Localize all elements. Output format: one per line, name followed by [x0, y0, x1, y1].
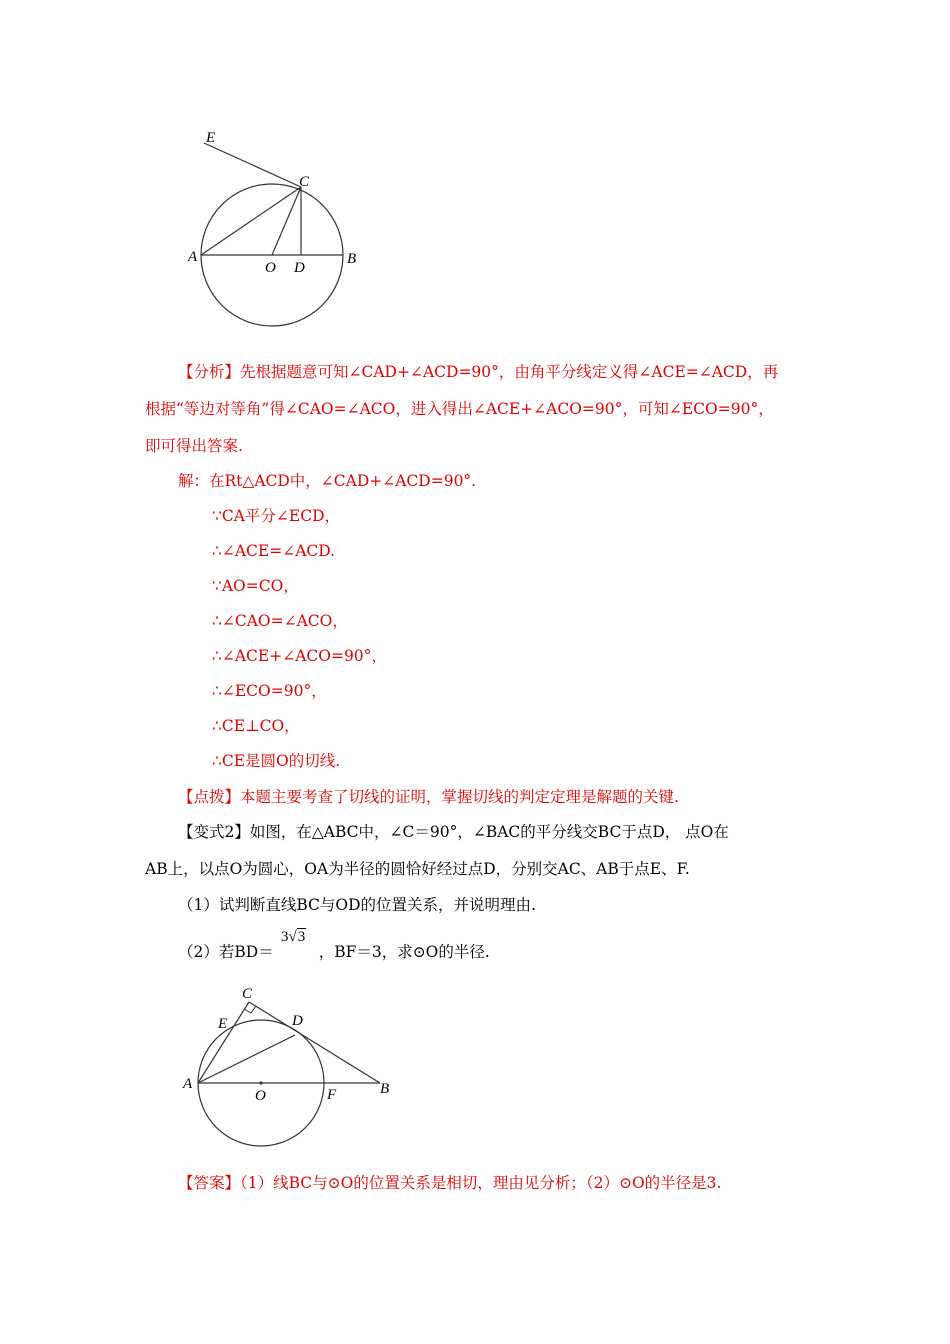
sqrt-sign: √: [288, 929, 297, 945]
label-o: O: [265, 260, 276, 276]
label-c: C: [242, 986, 253, 1002]
figure-2-circle-triangle-diagram: [175, 978, 405, 1158]
tip-text: 本题主要考查了切线的证明，掌握切线的判定定理是解题的关键.: [240, 788, 679, 806]
question-2-pre: （2）若BD＝: [178, 943, 274, 961]
label-a: A: [183, 1076, 193, 1092]
answer-line: [178, 1172, 721, 1194]
answer-tag: 【答案】: [178, 1174, 241, 1192]
label-b: B: [347, 251, 357, 267]
label-d: D: [292, 1013, 303, 1029]
question-1: （1）试判断直线BC与OD的位置关系，并说明理由.: [178, 896, 536, 914]
analysis-line-1: [178, 361, 778, 383]
label-d: D: [294, 260, 305, 276]
label-o: O: [255, 1088, 266, 1104]
variant-text-1: 如图，在△ABC中，∠C＝90°，∠BAC的平分线交BC于点D， 点O在: [249, 823, 729, 841]
analysis-tag: 【分析】: [178, 363, 241, 381]
solution-intro: 解：在Rt△ACD中，∠CAD+∠ACD=90°.: [178, 472, 477, 490]
tip-tag: 【点拨】: [178, 788, 241, 806]
label-f: F: [327, 1087, 337, 1103]
solution-step: ∴∠ECO=90°，: [212, 682, 327, 700]
label-e: E: [218, 1016, 228, 1032]
variant-line-2: AB上，以点O为圆心，OA为半径的圆恰好经过点D，分别交AC、AB于点E、F.: [145, 860, 690, 878]
sqrt-coefficient: 3: [281, 929, 289, 945]
sqrt-expression: [281, 928, 306, 946]
variant-line-1: [178, 821, 729, 843]
label-a: A: [188, 249, 198, 265]
solution-step: ∴∠ACE=∠ACD.: [212, 542, 336, 560]
variant-tag: 【变式2】: [178, 823, 250, 841]
tip-line: [178, 786, 679, 808]
figure-1-tangent-diagram: [180, 120, 380, 335]
solution-step: ∵AO=CO，: [212, 577, 299, 595]
question-2-post: ，BF＝3，求⊙O的半径.: [318, 943, 490, 961]
solution-step: ∵CA平分∠ECD，: [212, 507, 341, 525]
solution-step: ∴CE⊥CO，: [212, 717, 300, 735]
label-c: C: [299, 174, 310, 190]
analysis-line-3: 即可得出答案.: [145, 437, 243, 455]
answer-text: （1）线BC与⊙O的位置关系是相切，理由见分析；（2）⊙O的半径是3.: [240, 1174, 722, 1192]
solution-step: ∴∠ACE+∠ACO=90°，: [212, 647, 387, 665]
solution-step: ∴CE是圆O的切线.: [212, 752, 341, 770]
label-b: B: [380, 1081, 390, 1097]
solution-step: ∴∠CAO=∠ACO，: [212, 612, 348, 630]
analysis-line-2: 根据“等边对等角”得∠CAO=∠ACO，进入得出∠ACE+∠ACO=90°，可知∠ECO=90°，: [145, 400, 774, 418]
analysis-text-1: 先根据题意可知∠CAD+∠ACD=90°，由角平分线定义得∠ACE=∠ACD，再: [240, 363, 779, 381]
label-e: E: [206, 130, 216, 146]
question-2: [178, 941, 490, 963]
sqrt-radicand: 3: [297, 929, 306, 945]
